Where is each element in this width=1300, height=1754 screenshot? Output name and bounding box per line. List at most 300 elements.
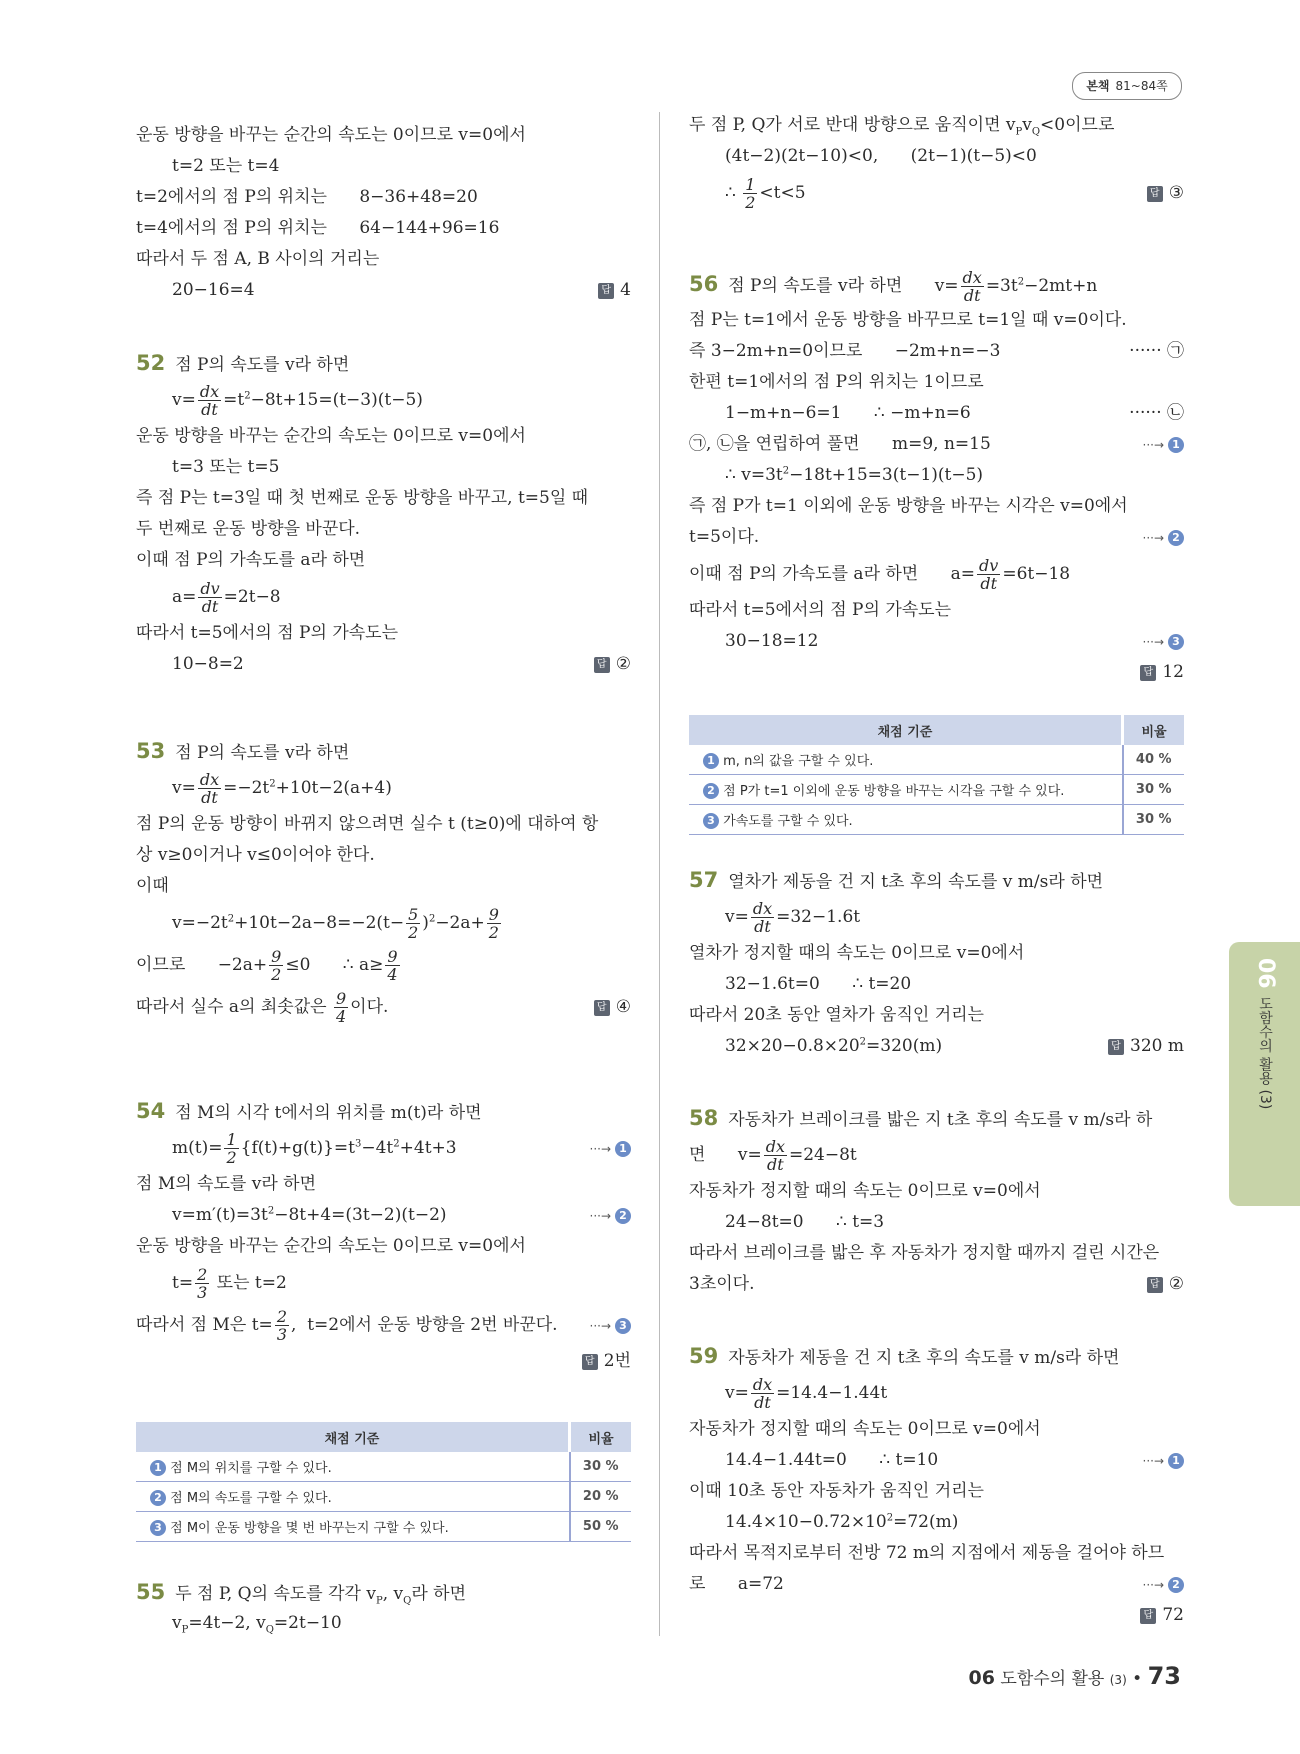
answer-icon: 답 xyxy=(1140,665,1156,681)
text-segment: 따라서 목적지로부터 전방 72 m의 지점에서 제동을 걸어야 하므 xyxy=(689,1543,1165,1563)
denominator: 3 xyxy=(276,1325,287,1344)
numerator: dx xyxy=(199,382,220,401)
text-segment: v=−2t xyxy=(172,913,228,933)
denominator: 2 xyxy=(488,923,499,942)
step-arrow: ···→ xyxy=(589,1319,611,1333)
superscript: 3 xyxy=(354,1138,362,1150)
text-segment: 30−18=12 xyxy=(725,631,819,651)
text-segment: 14.4−1.44t=0 ∴ t=10 xyxy=(725,1450,939,1470)
equation-tag: ······ ㉡ xyxy=(1129,403,1184,423)
solution-line xyxy=(689,398,1184,429)
answer-icon: 답 xyxy=(1108,1039,1124,1055)
solution-line xyxy=(136,618,631,649)
text-segment: (4t−2)(2t−10)<0, (2t−1)(t−5)<0 xyxy=(725,146,1037,166)
text-segment: t=4에서의 점 P의 위치는 64−144+96=16 xyxy=(136,218,500,238)
line-annotation xyxy=(1143,429,1185,461)
line-annotation xyxy=(1108,1031,1184,1062)
criterion-cell xyxy=(136,1512,570,1542)
denominator: dt xyxy=(767,1155,784,1174)
solution-line xyxy=(689,626,1184,657)
text-segment: 두 점 P, Q가 서로 반대 방향으로 움직이면 v xyxy=(689,115,1016,135)
fraction xyxy=(275,1308,289,1343)
text-segment: −8t+15=(t−3)(t−5) xyxy=(250,390,423,410)
answer-icon: 답 xyxy=(594,657,610,673)
answer-value: 12 xyxy=(1162,662,1184,682)
problem-number: 52 xyxy=(136,351,166,375)
criterion-text: 가속도를 구할 수 있다. xyxy=(723,813,853,829)
solution-line xyxy=(136,986,631,1028)
numerator: dx xyxy=(765,1137,785,1156)
step-arrow: ···→ xyxy=(1142,635,1164,649)
step-marker-1: 1 xyxy=(150,1460,166,1476)
text-segment: 이다. xyxy=(350,997,389,1017)
text-segment: 라 하면 xyxy=(411,1584,467,1604)
fraction xyxy=(751,1376,774,1411)
solution-line xyxy=(136,244,631,275)
text-segment: 점 P의 속도를 v라 하면 v= xyxy=(728,276,959,296)
text-segment: 점 P의 속도를 v라 하면 xyxy=(175,743,350,763)
line-annotation xyxy=(590,1200,632,1232)
criterion-cell xyxy=(689,775,1123,805)
line-annotation xyxy=(594,649,631,680)
answer-value: 4 xyxy=(620,280,631,300)
denominator: 3 xyxy=(197,1283,208,1302)
fraction xyxy=(406,906,420,941)
text-segment: , t=2에서 운동 방향을 2번 바꾼다. xyxy=(291,1315,558,1335)
solution-line xyxy=(689,367,1184,398)
solution-line xyxy=(689,305,1184,336)
text-segment: 두 점 P, Q의 속도를 각각 v xyxy=(175,1584,376,1604)
text-segment: 자동차가 정지할 때의 속도는 0이므로 v=0에서 xyxy=(689,1181,1041,1201)
text-segment: 즉 점 P는 t=3일 때 첫 번째로 운동 방향을 바꾸고, t=5일 때 xyxy=(136,488,589,508)
text-segment: 이므로 −2a+ xyxy=(136,955,268,975)
solution-line xyxy=(136,840,631,871)
problem-section xyxy=(689,865,1184,1062)
solution-line xyxy=(689,1569,1184,1600)
answer-icon: 답 xyxy=(1147,1277,1163,1293)
answer-icon: 답 xyxy=(1140,1608,1156,1624)
solution-line xyxy=(689,1372,1184,1414)
line-annotation xyxy=(1129,398,1184,429)
fraction xyxy=(198,383,221,418)
text-segment: 따라서 두 점 A, B 사이의 거리는 xyxy=(136,249,380,269)
superscript: 2 xyxy=(244,390,251,402)
solution-line xyxy=(136,736,631,767)
subscript: P xyxy=(375,1595,383,1607)
text-segment: =14.4−1.44t xyxy=(776,1383,888,1403)
solution-line xyxy=(136,1304,631,1346)
problem-number: 54 xyxy=(136,1099,166,1123)
text-segment: 이때 점 P의 가속도를 a라 하면 a= xyxy=(689,564,976,584)
text-segment: 점 M의 시각 t에서의 위치를 m(t)라 하면 xyxy=(175,1103,482,1123)
superscript: 2 xyxy=(1017,276,1025,288)
solution-line xyxy=(136,1200,631,1231)
text-segment: =2t−8 xyxy=(223,587,281,607)
solution-line xyxy=(689,553,1184,595)
step-marker-2: 2 xyxy=(1168,530,1184,546)
answer-value: 2번 xyxy=(603,1351,631,1371)
line-annotation xyxy=(598,275,631,306)
solution-line xyxy=(136,1169,631,1200)
solution-line xyxy=(136,871,631,902)
denominator: dt xyxy=(754,917,771,936)
fraction xyxy=(961,269,984,304)
solution-line xyxy=(136,902,631,944)
ratio-header: 비율 xyxy=(1123,715,1185,745)
numerator: dx xyxy=(199,770,220,789)
solution-line xyxy=(136,120,631,151)
text-segment: +10t−2a−8=−2(t− xyxy=(234,913,405,933)
step-marker-1: 1 xyxy=(615,1141,631,1157)
text-segment: 점 P의 속도를 v라 하면 xyxy=(175,355,350,375)
text-segment: t=2에서의 점 P의 위치는 8−36+48=20 xyxy=(136,187,478,207)
denominator: 2 xyxy=(271,965,282,984)
fraction xyxy=(385,948,399,983)
subscript: Q xyxy=(265,1624,274,1636)
denominator: 4 xyxy=(387,965,398,984)
text-segment: 운동 방향을 바꾸는 순간의 속도는 0이므로 v=0에서 xyxy=(136,125,526,145)
solution-line xyxy=(136,514,631,545)
criterion-text: m, n의 값을 구할 수 있다. xyxy=(723,753,874,769)
numerator: dx xyxy=(752,899,773,918)
line-annotation xyxy=(1129,336,1184,367)
step-marker-2: 2 xyxy=(150,1490,166,1506)
text-segment: 즉 점 P가 t=1 이외에 운동 방향을 바꾸는 시각은 v=0에서 xyxy=(689,496,1128,516)
text-segment: 면 v= xyxy=(689,1145,762,1165)
numerator: 9 xyxy=(271,947,282,966)
superscript: 2 xyxy=(886,1512,894,1524)
text-segment: =32−1.6t xyxy=(776,907,861,927)
step-marker-3: 3 xyxy=(703,813,719,829)
text-segment: 즉 3−2m+n=0이므로 −2m+n=−3 xyxy=(689,341,1001,361)
text-segment: 자동차가 제동을 건 지 t초 후의 속도를 v m/s라 하면 xyxy=(728,1348,1120,1368)
denominator: dt xyxy=(980,574,998,593)
fraction xyxy=(334,990,348,1025)
solution-line xyxy=(136,649,631,680)
problem-number: 58 xyxy=(689,1106,719,1130)
solution-line xyxy=(136,182,631,213)
fraction xyxy=(764,1138,787,1173)
superscript: 2 xyxy=(269,778,276,790)
ratio-cell: 30 % xyxy=(1123,775,1185,805)
text-segment: ∴ xyxy=(725,183,742,203)
text-segment: −2mt+n xyxy=(1024,276,1098,296)
line-annotation xyxy=(1143,1445,1185,1477)
text-segment: 점 P는 t=1에서 운동 방향을 바꾸므로 t=1일 때 v=0이다. xyxy=(689,310,1127,330)
solution-line xyxy=(689,429,1184,460)
solution-line xyxy=(136,576,631,618)
solution-line xyxy=(689,1134,1184,1176)
solution-line xyxy=(136,545,631,576)
text-segment: 이때 10초 동안 자동차가 움직인 거리는 xyxy=(689,1481,984,1501)
text-segment: {f(t)+g(t)}=t xyxy=(240,1138,355,1158)
numerator: 9 xyxy=(488,905,499,924)
step-marker-3: 3 xyxy=(1168,634,1184,650)
numerator: 5 xyxy=(408,905,419,924)
text-segment: 14.4×10−0.72×10 xyxy=(725,1512,887,1532)
criterion-cell xyxy=(689,805,1123,835)
solution-line xyxy=(689,1341,1184,1372)
ratio-cell: 50 % xyxy=(570,1512,632,1542)
fraction xyxy=(743,176,757,211)
denominator: 4 xyxy=(335,1007,347,1026)
ratio-cell: 30 % xyxy=(570,1452,632,1482)
solution-line xyxy=(689,1176,1184,1207)
text-segment: v xyxy=(172,1613,182,1633)
fraction xyxy=(269,948,283,983)
fraction xyxy=(751,900,774,935)
solution-line xyxy=(136,1346,631,1377)
step-marker-1: 1 xyxy=(1168,1453,1184,1469)
subscript: Q xyxy=(1031,126,1041,138)
line-annotation xyxy=(1143,626,1185,658)
step-marker-2: 2 xyxy=(703,783,719,799)
solution-line xyxy=(689,491,1184,522)
numerator: dv xyxy=(979,556,999,575)
text-segment: 24−8t=0 ∴ t=3 xyxy=(725,1212,885,1232)
numerator: dv xyxy=(200,579,220,598)
denominator: dt xyxy=(201,788,218,807)
text-segment: 1−m+n−6=1 ∴ −m+n=6 xyxy=(725,403,971,423)
text-segment: =−2t xyxy=(223,778,270,798)
page-footer: 06 도함수의 활용 (3) • 73 xyxy=(968,1662,1181,1690)
text-segment: =24−8t xyxy=(788,1145,857,1165)
problem-number: 57 xyxy=(689,868,719,892)
table-header-row xyxy=(136,1422,631,1452)
criterion-cell xyxy=(136,1482,570,1512)
solution-line xyxy=(689,1269,1184,1300)
text-segment: +10t−2(a+4) xyxy=(275,778,392,798)
solution-line xyxy=(136,1127,631,1169)
text-segment: ≤0 ∴ a≥ xyxy=(285,955,384,975)
text-segment: v=m′(t)=3t xyxy=(172,1205,268,1225)
text-segment: ) xyxy=(422,913,429,933)
text-segment: 로 a=72 xyxy=(689,1574,784,1594)
problem-section xyxy=(689,1341,1184,1631)
criterion-text: 점 M이 운동 방향을 몇 번 바꾸는지 구할 수 있다. xyxy=(170,1520,449,1536)
text-segment: 따라서 t=5에서의 점 P의 가속도는 xyxy=(689,600,952,620)
text-segment: 점 M의 속도를 v라 하면 xyxy=(136,1174,317,1194)
problem-section xyxy=(136,348,631,680)
subscript: P xyxy=(1015,126,1023,138)
text-segment: v= xyxy=(172,390,196,410)
step-arrow: ···→ xyxy=(1142,438,1164,452)
line-annotation xyxy=(590,1304,632,1347)
page-number: 73 xyxy=(1147,1662,1181,1690)
ratio-cell: 30 % xyxy=(1123,805,1185,835)
text-segment: −8t+4=(3t−2)(t−2) xyxy=(274,1205,447,1225)
numerator: 9 xyxy=(387,947,398,966)
table-row xyxy=(689,805,1184,835)
text-segment: =4t−2, v xyxy=(188,1613,266,1633)
grading-table-54 xyxy=(136,1422,631,1542)
solution-line xyxy=(689,1600,1184,1631)
text-segment: 따라서 t=5에서의 점 P의 가속도는 xyxy=(136,623,399,643)
fraction xyxy=(195,1266,209,1301)
answer-value: ② xyxy=(615,654,631,674)
ratio-cell: 20 % xyxy=(570,1482,632,1512)
denominator: 2 xyxy=(408,923,419,942)
subscript: P xyxy=(181,1624,189,1636)
solution-line xyxy=(136,213,631,244)
text-segment: 열차가 제동을 건 지 t초 후의 속도를 v m/s라 하면 xyxy=(728,872,1104,892)
table-row xyxy=(136,1452,631,1482)
solution-line xyxy=(136,421,631,452)
text-segment: m(t)= xyxy=(172,1138,223,1158)
text-segment: 두 번째로 운동 방향을 바꾼다. xyxy=(136,519,361,539)
text-segment: v= xyxy=(172,778,196,798)
fraction xyxy=(198,580,221,615)
solution-line xyxy=(689,1031,1184,1062)
solution-line xyxy=(689,1238,1184,1269)
denominator: dt xyxy=(201,597,219,616)
step-marker-3: 3 xyxy=(150,1520,166,1536)
text-segment: 32−1.6t=0 ∴ t=20 xyxy=(725,974,912,994)
line-annotation xyxy=(1147,172,1184,214)
text-segment: −4t xyxy=(361,1138,394,1158)
solution-line xyxy=(689,896,1184,938)
text-segment: 따라서 실수 a의 최솟값은 xyxy=(136,997,332,1017)
problem-section xyxy=(136,1577,631,1639)
text-segment: 운동 방향을 바꾸는 순간의 속도는 0이므로 v=0에서 xyxy=(136,426,526,446)
text-segment: 자동차가 정지할 때의 속도는 0이므로 v=0에서 xyxy=(689,1419,1041,1439)
numerator: dx xyxy=(962,268,982,287)
solution-line xyxy=(136,1608,631,1639)
problem-section xyxy=(689,263,1184,688)
text-segment: 운동 방향을 바꾸는 순간의 속도는 0이므로 v=0에서 xyxy=(136,1236,526,1256)
step-marker-3: 3 xyxy=(615,1318,631,1334)
solution-line xyxy=(689,1414,1184,1445)
text-segment: ∴ v=3t xyxy=(725,465,783,485)
solution-line xyxy=(136,348,631,379)
line-annotation xyxy=(582,1346,631,1377)
answer-icon: 답 xyxy=(594,1000,610,1016)
fraction xyxy=(224,1131,238,1166)
solution-line xyxy=(689,1507,1184,1538)
criteria-header: 채점 기준 xyxy=(136,1422,570,1452)
numerator: 2 xyxy=(197,1265,208,1284)
solution-line xyxy=(689,141,1184,172)
problem-section xyxy=(136,1096,631,1377)
ratio-header: 비율 xyxy=(570,1422,632,1452)
line-annotation xyxy=(590,1127,632,1170)
text-segment: 상 v≥0이거나 v≤0이어야 한다. xyxy=(136,845,375,865)
solution-line xyxy=(136,1577,631,1608)
solution-line xyxy=(689,1538,1184,1569)
denominator: dt xyxy=(963,286,981,305)
solution-line xyxy=(136,379,631,421)
line-annotation xyxy=(1143,1569,1185,1601)
solution-line xyxy=(689,1207,1184,1238)
step-arrow: ···→ xyxy=(1142,1578,1164,1592)
answer-value: ④ xyxy=(615,997,631,1017)
numerator: 1 xyxy=(745,175,756,194)
criterion-cell xyxy=(689,745,1123,775)
table-row xyxy=(689,745,1184,775)
column-divider xyxy=(659,112,660,1636)
text-segment: ㉠, ㉡을 연립하여 풀면 m=9, n=15 xyxy=(689,434,991,454)
text-segment: 또는 t=2 xyxy=(211,1273,287,1293)
criterion-cell xyxy=(136,1452,570,1482)
denominator: dt xyxy=(201,400,218,419)
text-segment: v= xyxy=(725,1383,749,1403)
subscript: Q xyxy=(403,1595,412,1607)
text-segment: −18t+15=3(t−1)(t−5) xyxy=(789,465,984,485)
solution-line xyxy=(689,969,1184,1000)
text-segment: 32×20−0.8×20 xyxy=(725,1036,860,1056)
problem-number: 59 xyxy=(689,1344,719,1368)
solution-line xyxy=(689,336,1184,367)
answer-value: ② xyxy=(1168,1274,1184,1294)
text-segment: 10−8=2 xyxy=(172,654,244,674)
chapter-side-tab[interactable]: 06도함수의 활용 (3) xyxy=(1229,942,1300,1206)
text-segment: v= xyxy=(725,907,749,927)
solution-line xyxy=(136,151,631,182)
solution-line xyxy=(689,522,1184,553)
numerator: 9 xyxy=(335,989,347,1008)
text-segment: t=3 또는 t=5 xyxy=(172,457,280,477)
text-segment: <0이므로 xyxy=(1040,115,1115,135)
superscript: 2 xyxy=(782,465,790,477)
text-segment: , v xyxy=(382,1584,404,1604)
criteria-header: 채점 기준 xyxy=(689,715,1123,745)
answer-value: 320 m xyxy=(1130,1036,1184,1056)
problem-number: 56 xyxy=(689,272,719,296)
solution-line xyxy=(136,944,631,986)
step-arrow: ···→ xyxy=(1142,531,1164,545)
step-arrow: ···→ xyxy=(1142,1454,1164,1468)
problem-number: 53 xyxy=(136,739,166,763)
text-segment: 3초이다. xyxy=(689,1274,755,1294)
line-annotation xyxy=(1147,1269,1184,1300)
fraction xyxy=(977,557,1000,592)
solution-line xyxy=(136,452,631,483)
line-annotation xyxy=(1140,657,1184,688)
solution-line xyxy=(136,483,631,514)
text-segment: 이때 점 P의 가속도를 a라 하면 xyxy=(136,550,366,570)
text-segment: =320(m) xyxy=(866,1036,943,1056)
text-segment: 따라서 20초 동안 열차가 움직인 거리는 xyxy=(689,1005,984,1025)
textbook-page-reference: 본책 81~84쪽 xyxy=(1072,72,1182,100)
text-segment: =72(m) xyxy=(893,1512,959,1532)
solution-line xyxy=(689,595,1184,626)
solution-line xyxy=(136,1262,631,1304)
numerator: dx xyxy=(752,1375,773,1394)
text-segment: 열차가 정지할 때의 속도는 0이므로 v=0에서 xyxy=(689,943,1025,963)
problem-number: 55 xyxy=(136,1580,166,1604)
text-segment: 이때 xyxy=(136,876,169,896)
text-segment: =6t−18 xyxy=(1002,564,1071,584)
text-segment: 자동차가 브레이크를 밟은 지 t초 후의 속도를 v m/s라 하 xyxy=(728,1110,1153,1130)
text-segment: 20−16=4 xyxy=(172,280,255,300)
solution-line xyxy=(689,938,1184,969)
text-segment: 따라서 점 M은 t= xyxy=(136,1315,273,1335)
ratio-cell: 40 % xyxy=(1123,745,1185,775)
answer-value: ③ xyxy=(1168,183,1184,203)
denominator: 2 xyxy=(226,1148,237,1167)
answer-value: 72 xyxy=(1162,1605,1184,1625)
answer-icon: 답 xyxy=(598,283,614,299)
solution-line xyxy=(689,172,1184,214)
equation-tag: ······ ㉠ xyxy=(1129,341,1184,361)
text-segment: t= xyxy=(172,1273,194,1293)
text-segment: a= xyxy=(172,587,197,607)
text-segment: =2t−10 xyxy=(273,1613,342,1633)
step-arrow: ···→ xyxy=(589,1209,611,1223)
text-segment: t=5이다. xyxy=(689,527,760,547)
solution-line xyxy=(136,767,631,809)
solution-line xyxy=(689,1445,1184,1476)
